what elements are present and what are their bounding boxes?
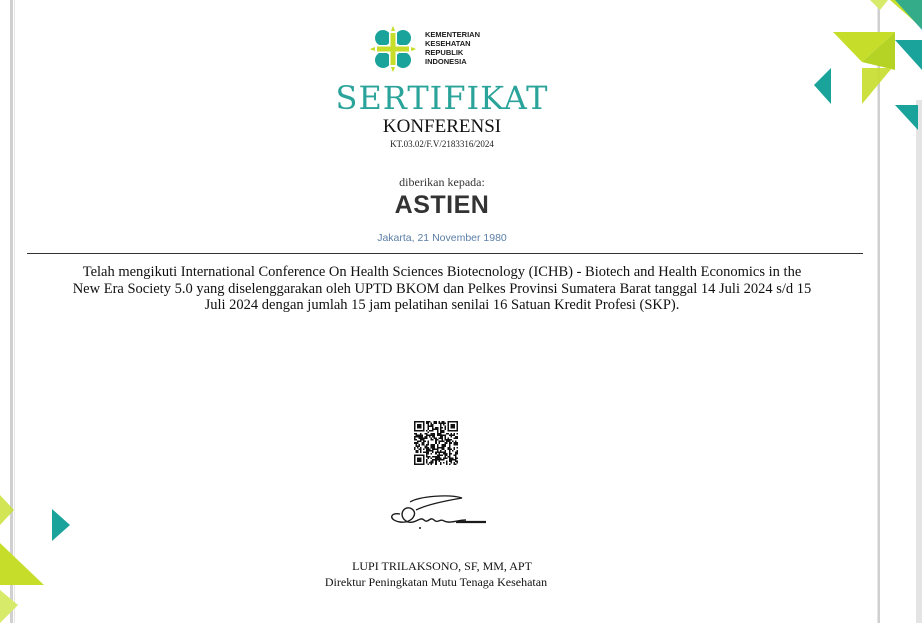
- divider-line: [27, 253, 863, 254]
- logo-line: REPUBLIK: [425, 48, 464, 57]
- kemenkes-logo-icon: [368, 22, 418, 76]
- recipient-name: ASTIEN: [394, 191, 490, 219]
- signer-name: LUPI TRILAKSONO, SF, MM, APT: [352, 559, 532, 573]
- logo-line: KESEHATAN: [425, 39, 471, 48]
- certificate-title: SERTIFIKAT: [335, 79, 549, 117]
- certificate-number: KT.03.02/F.V/2183316/2024: [390, 139, 494, 149]
- page-edge: [916, 100, 922, 623]
- given-to-label: diberikan kepada:: [399, 175, 485, 189]
- signature-icon: [380, 490, 492, 532]
- qr-code-icon: [414, 421, 458, 465]
- certificate-body-text: Telah mengikuti International Conference On Health Sciences Biotecnology (ICHB) - Biotech and Health Economics in the New Era Society 5.0 yang diselenggarakan oleh UPTD BKOM dan Pelkes Provinsi Sumatera Barat tanggal 14 Juli 2024 s/d 15 Juli 2024 dengan jumlah 15 jam pelatihan senilai 16 Satuan Kredit Profesi (SKP).: [72, 264, 812, 313]
- logo-line: INDONESIA: [425, 57, 467, 66]
- logo-line: KEMENTERIAN: [425, 30, 481, 39]
- logo-text: [425, 30, 515, 66]
- signer-position: Direktur Peningkatan Mutu Tenaga Kesehatan: [324, 575, 548, 589]
- certificate-subtitle: KONFERENSI: [382, 116, 502, 137]
- recipient-birth-info: Jakarta, 21 November 1980: [377, 232, 507, 244]
